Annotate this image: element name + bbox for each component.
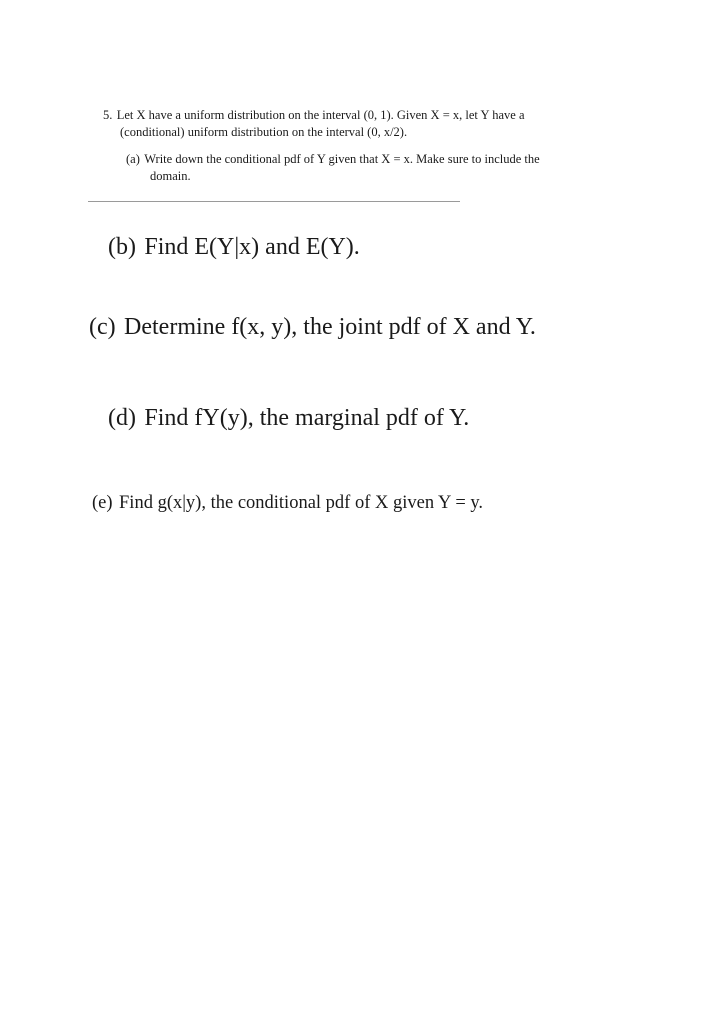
problem-5 [103,107,525,141]
part-b-text: Find E(Y|x) and E(Y). [144,234,360,260]
part-a-line-1 [126,151,540,168]
part-e-text: Find g(x|y), the conditional pdf of X given Y = y. [119,493,484,513]
part-b-label: (b) [108,234,136,260]
part-c [89,312,536,342]
part-e [92,491,483,515]
part-a-text-line-2: domain. [150,169,191,183]
part-e-label: (e) [92,493,113,513]
part-c-label: (c) [89,314,116,340]
problem-5-line-1 [103,107,525,124]
problem-number: 5. [103,108,113,122]
part-a-label: (a) [126,152,140,166]
problem-intro-line-2: (conditional) uniform distribution on the interval (0, x/2). [120,125,408,139]
divider-line [88,201,460,202]
part-a [126,151,540,185]
part-d-text: Find fY(y), the marginal pdf of Y. [144,405,470,431]
part-d-label: (d) [108,405,136,431]
problem-intro-line-1: Let X have a uniform distribution on the interval (0, 1). Given X = x, let Y have a [116,108,525,122]
part-a-text-line-1: Write down the conditional pdf of Y given that X = x. Make sure to include the [144,152,540,166]
part-c-text: Determine f(x, y), the joint pdf of X and Y. [124,314,536,340]
part-d [108,403,469,433]
part-b [108,232,360,262]
